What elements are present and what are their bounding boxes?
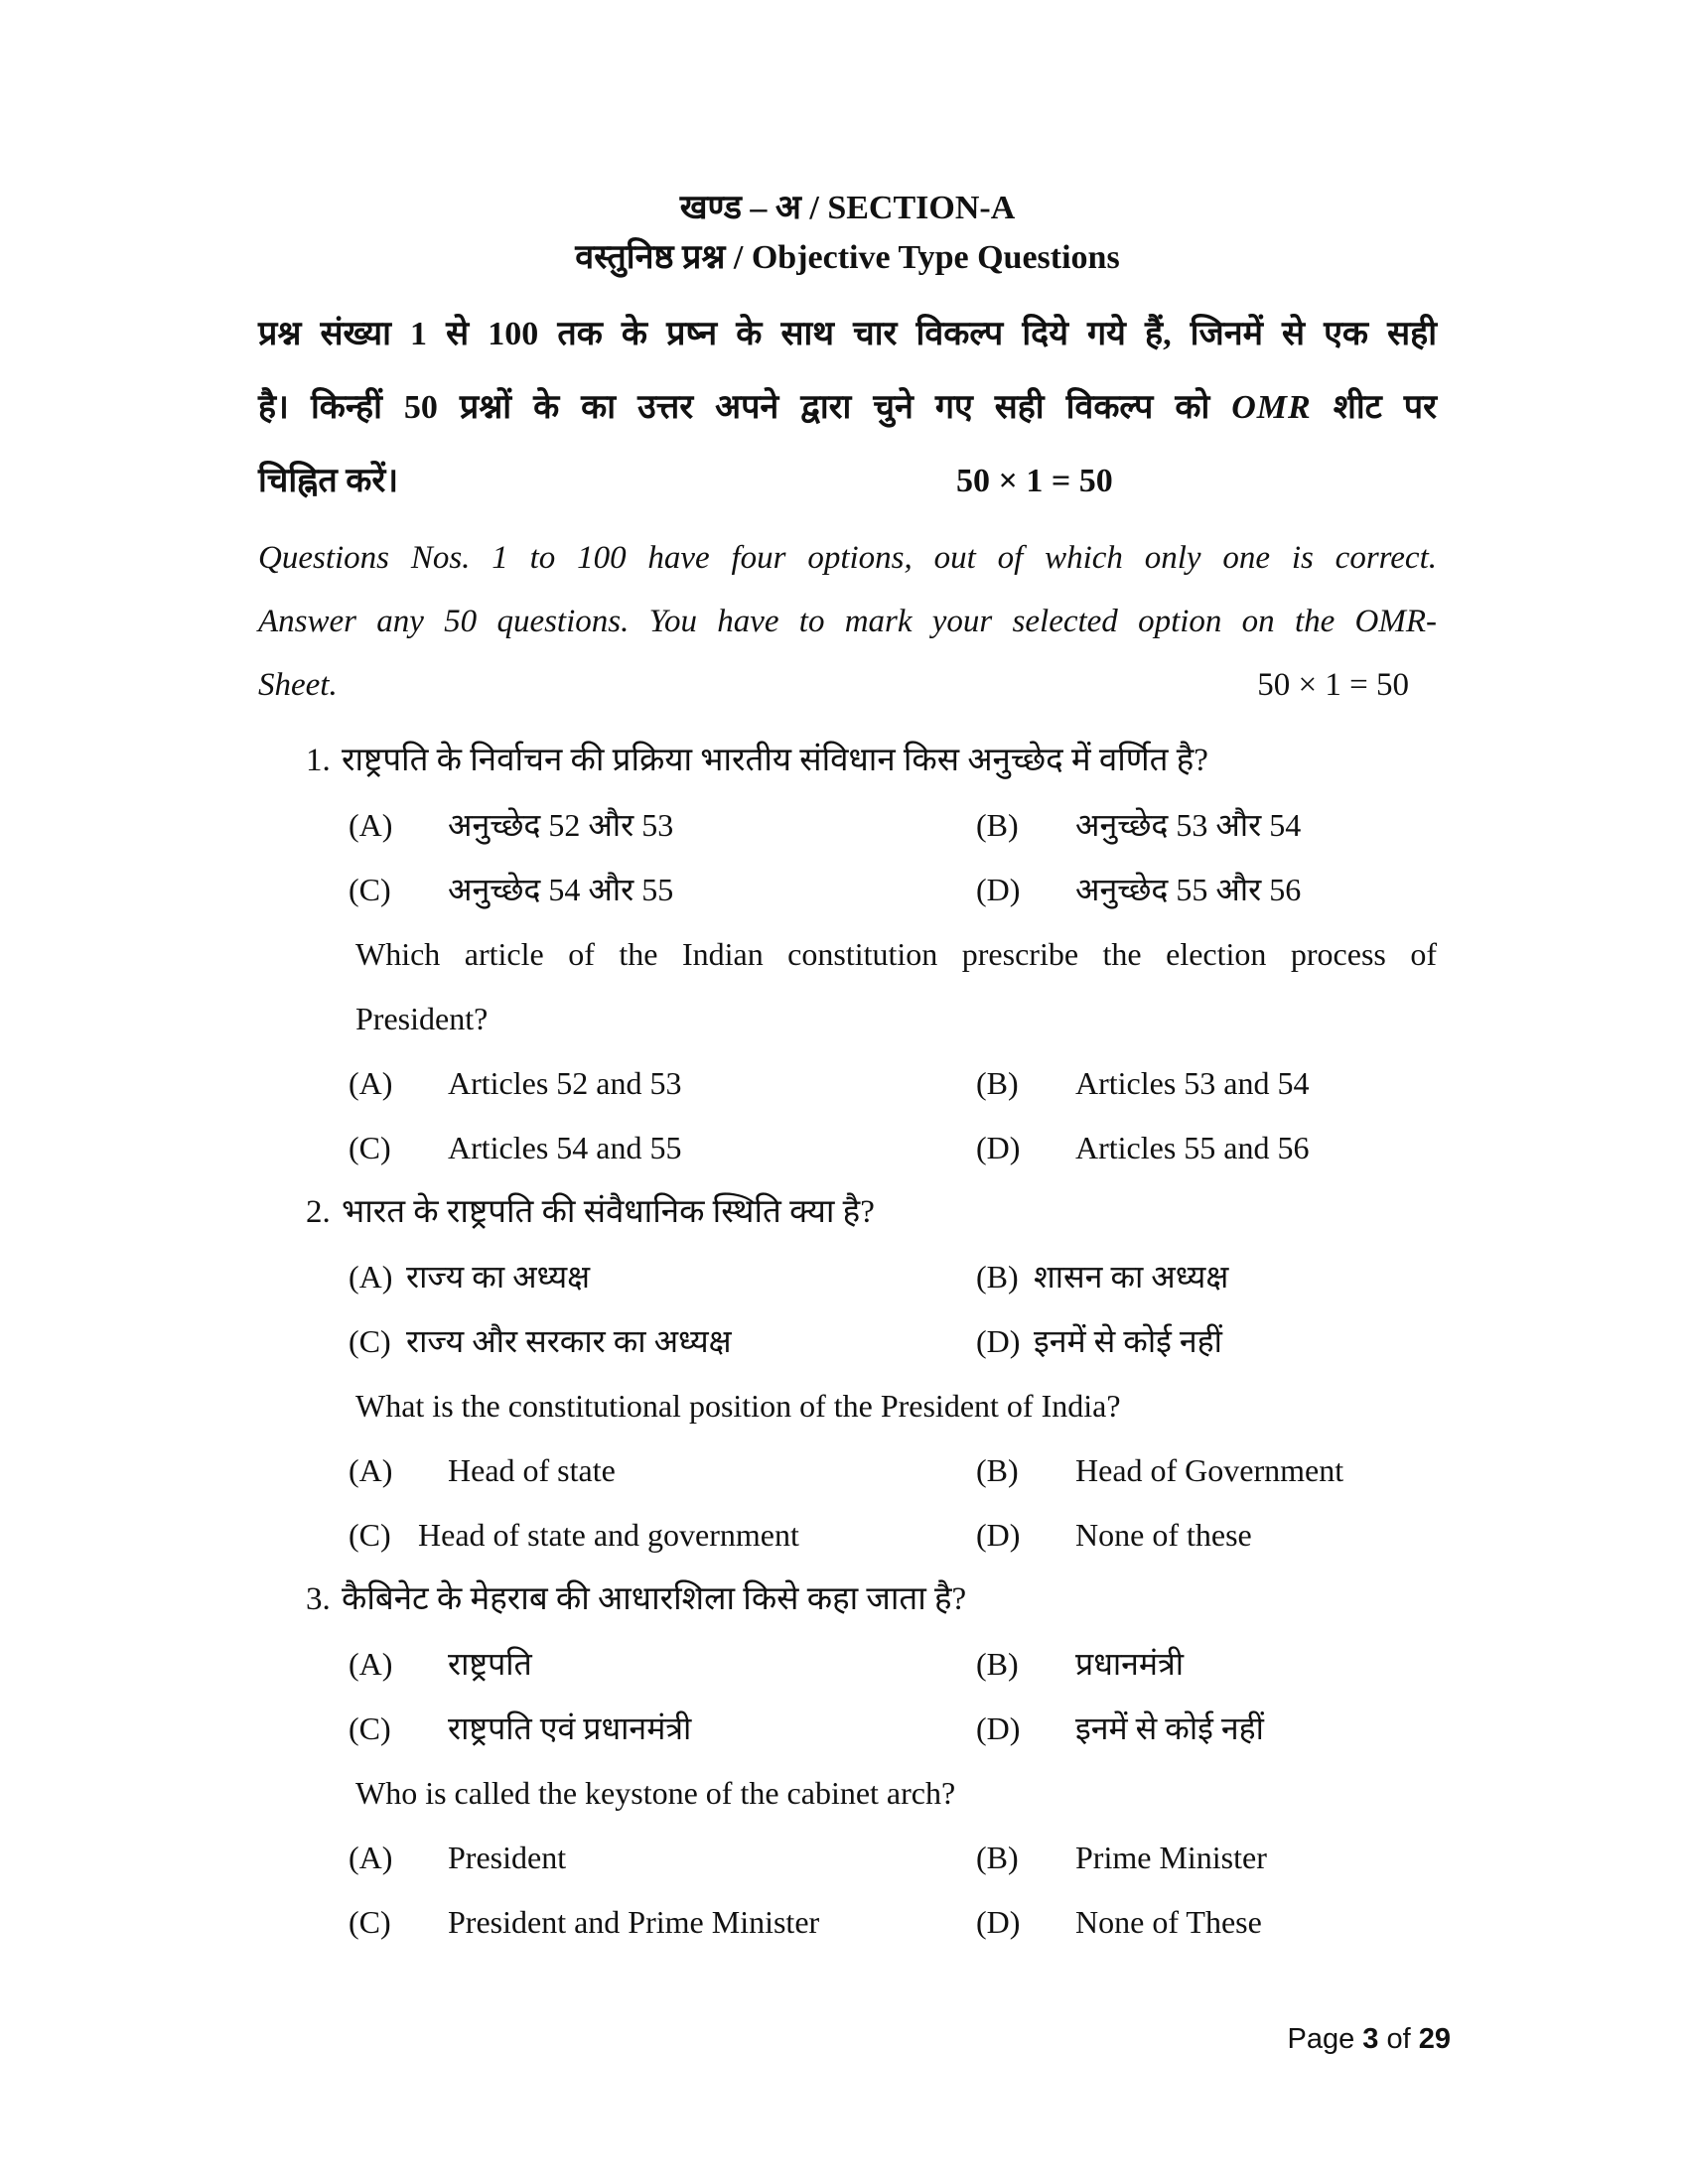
question-1-hindi-options-cd xyxy=(258,858,1437,922)
question-3-number: 3. xyxy=(306,1581,331,1617)
question-1-option-a-english xyxy=(349,1051,682,1116)
question-3-option-b-hindi xyxy=(976,1632,1184,1697)
question-1-option-a-hindi xyxy=(349,793,673,858)
option-text: प्रधानमंत्री xyxy=(1075,1646,1185,1682)
question-2-english-options-ab xyxy=(258,1438,1437,1503)
section-title: खण्ड – अ / SECTION-A xyxy=(679,190,1016,226)
option-text: इनमें से कोई नहीं xyxy=(1075,1710,1264,1746)
total-pages: 29 xyxy=(1418,2023,1451,2055)
marks-scheme-hindi: 50 × 1 = 50 xyxy=(956,463,1113,499)
question-2-number: 2. xyxy=(306,1194,331,1230)
question-3-option-c-hindi xyxy=(349,1697,691,1761)
question-2-option-b-hindi xyxy=(976,1245,1228,1309)
question-1-option-c-english xyxy=(349,1116,682,1180)
question-3-option-c-english xyxy=(349,1890,819,1955)
section-subtitle: वस्तुनिष्ठ प्रश्न / Objective Type Questions xyxy=(575,239,1120,276)
question-1-option-d-english xyxy=(976,1116,1310,1180)
question-3-english-options-cd xyxy=(258,1890,1437,1955)
option-text: Head of state xyxy=(448,1452,616,1488)
question-2-english-line1: What is the constitutional position of the President of India? xyxy=(355,1388,1121,1424)
instructions-english-line3-text: Sheet. xyxy=(258,667,338,703)
option-text: None of these xyxy=(1075,1517,1252,1553)
question-3-english-options-ab xyxy=(258,1826,1437,1890)
option-text: Head of state and government xyxy=(418,1517,799,1553)
question-2-option-d-hindi xyxy=(976,1309,1222,1374)
instructions-hindi-line1: प्रश्न संख्या 1 से 100 तक के प्रष्न के साथ चार विकल्प दिये गये हैं, जिनमें से एक सही xyxy=(258,316,1437,352)
question-2-option-c-english xyxy=(349,1503,799,1568)
question-2-english-options-cd xyxy=(258,1503,1437,1568)
option-label: (D) xyxy=(976,1130,1021,1165)
question-3 xyxy=(258,1568,1437,1955)
section-header xyxy=(258,184,1437,283)
question-1-option-b-hindi xyxy=(976,793,1301,858)
option-label: (D) xyxy=(976,872,1021,907)
question-1-option-c-hindi xyxy=(349,858,673,922)
instructions-hindi-line2-pre: है। किन्हीं 50 प्रश्नों के का उत्तर अपने द्वारा चुने गए सही विकल्प को xyxy=(258,389,1210,426)
option-label: (B) xyxy=(976,1452,1019,1488)
question-1-hindi-options-ab xyxy=(258,793,1437,858)
question-1-hindi-text: राष्ट्रपति के निर्वाचन की प्रक्रिया भारतीय संविधान किस अनुच्छेद में वर्णित है? xyxy=(342,743,1208,778)
option-label: (B) xyxy=(976,1065,1019,1101)
question-1-number: 1. xyxy=(306,743,331,778)
question-3-option-d-english xyxy=(976,1890,1262,1955)
option-label: (B) xyxy=(976,807,1019,843)
option-label: (A) xyxy=(349,1646,393,1682)
instructions-english-line1: Questions Nos. 1 to 100 have four options, out of which only one is correct. xyxy=(258,540,1437,576)
instructions-english xyxy=(258,526,1437,717)
question-3-option-a-hindi xyxy=(349,1632,532,1697)
question-3-option-a-english xyxy=(349,1826,566,1890)
page-footer xyxy=(1287,2023,1451,2056)
option-label: (A) xyxy=(349,1840,393,1875)
option-label: (C) xyxy=(349,872,391,907)
option-text: Articles 53 and 54 xyxy=(1075,1065,1310,1101)
question-2-hindi xyxy=(258,1180,1437,1245)
option-label: (B) xyxy=(976,1259,1019,1295)
option-text: Head of Government xyxy=(1075,1452,1344,1488)
option-text: President xyxy=(448,1840,567,1875)
option-label: (B) xyxy=(976,1840,1019,1875)
question-2-option-d-english xyxy=(976,1503,1252,1568)
option-label: (D) xyxy=(976,1710,1021,1746)
option-text: अनुच्छेद 54 और 55 xyxy=(448,872,674,907)
question-1-english-line1: Which article of the Indian constitution prescribe the election process of xyxy=(355,936,1437,972)
question-2-option-a-english xyxy=(349,1438,616,1503)
option-text: None of These xyxy=(1075,1904,1262,1940)
option-label: (B) xyxy=(976,1646,1019,1682)
instructions-hindi-line3 xyxy=(258,445,1437,518)
option-text: राज्य का अध्यक्ष xyxy=(406,1259,591,1295)
instructions-hindi-line2-post: शीट पर xyxy=(1333,389,1437,426)
option-label: (C) xyxy=(349,1904,391,1940)
option-label: (A) xyxy=(349,1065,393,1101)
question-3-hindi-options-ab xyxy=(258,1632,1437,1697)
option-text: इनमें से कोई नहीं xyxy=(1034,1323,1222,1359)
of-label: of xyxy=(1386,2023,1411,2055)
question-1-hindi xyxy=(258,729,1437,793)
instructions-english-line3 xyxy=(258,653,1437,717)
questions-list xyxy=(258,729,1437,1955)
option-text: अनुच्छेद 53 और 54 xyxy=(1075,807,1302,843)
option-label: (C) xyxy=(349,1710,391,1746)
option-text: अनुच्छेद 52 और 53 xyxy=(448,807,674,843)
question-1-english-options-cd xyxy=(258,1116,1437,1180)
option-label: (A) xyxy=(349,1259,393,1295)
question-1-option-b-english xyxy=(976,1051,1310,1116)
omr-abbreviation: OMR xyxy=(1231,389,1312,426)
instructions-english-line2: Answer any 50 questions. You have to mark your selected option on the OMR- xyxy=(258,604,1437,639)
page-label: Page xyxy=(1287,2023,1355,2055)
option-text: राष्ट्रपति एवं प्रधानमंत्री xyxy=(448,1710,692,1746)
question-2-hindi-options-cd xyxy=(258,1309,1437,1374)
question-2-hindi-options-ab xyxy=(258,1245,1437,1309)
question-3-hindi xyxy=(258,1568,1437,1632)
question-1-english-line2: President? xyxy=(355,1001,489,1036)
question-1-option-d-hindi xyxy=(976,858,1301,922)
question-3-hindi-options-cd xyxy=(258,1697,1437,1761)
option-label: (A) xyxy=(349,1452,393,1488)
option-label: (C) xyxy=(349,1517,391,1553)
option-text: राज्य और सरकार का अध्यक्ष xyxy=(406,1323,732,1359)
question-1-english-options-ab xyxy=(258,1051,1437,1116)
option-text: शासन का अध्यक्ष xyxy=(1034,1259,1229,1295)
question-2 xyxy=(258,1180,1437,1568)
option-text: राष्ट्रपति xyxy=(448,1646,532,1682)
option-text: Articles 52 and 53 xyxy=(448,1065,682,1101)
question-3-hindi-text: कैबिनेट के मेहराब की आधारशिला किसे कहा जाता है? xyxy=(342,1581,967,1617)
option-text: Articles 54 and 55 xyxy=(448,1130,682,1165)
question-3-english-line1: Who is called the keystone of the cabinet arch? xyxy=(355,1775,956,1811)
question-3-option-d-hindi xyxy=(976,1697,1264,1761)
option-label: (D) xyxy=(976,1323,1021,1359)
instructions-hindi-line3-text: चिह्नित करें। xyxy=(258,463,399,499)
question-3-option-b-english xyxy=(976,1826,1267,1890)
question-1 xyxy=(258,729,1437,1180)
question-2-hindi-text: भारत के राष्ट्रपति की संवैधानिक स्थिति क्या है? xyxy=(342,1194,875,1230)
question-2-option-c-hindi xyxy=(349,1309,732,1374)
option-label: (A) xyxy=(349,807,393,843)
page-number: 3 xyxy=(1362,2023,1379,2055)
option-label: (C) xyxy=(349,1323,391,1359)
instructions-hindi xyxy=(258,298,1437,518)
instructions-hindi-line2 xyxy=(258,371,1437,445)
option-label: (D) xyxy=(976,1517,1021,1553)
option-text: President and Prime Minister xyxy=(448,1904,820,1940)
option-label: (C) xyxy=(349,1130,391,1165)
option-text: Prime Minister xyxy=(1075,1840,1267,1875)
question-2-option-b-english xyxy=(976,1438,1343,1503)
option-text: Articles 55 and 56 xyxy=(1075,1130,1310,1165)
marks-scheme-english: 50 × 1 = 50 xyxy=(1257,667,1409,703)
option-text: अनुच्छेद 55 और 56 xyxy=(1075,872,1302,907)
option-label: (D) xyxy=(976,1904,1021,1940)
question-2-option-a-hindi xyxy=(349,1245,590,1309)
